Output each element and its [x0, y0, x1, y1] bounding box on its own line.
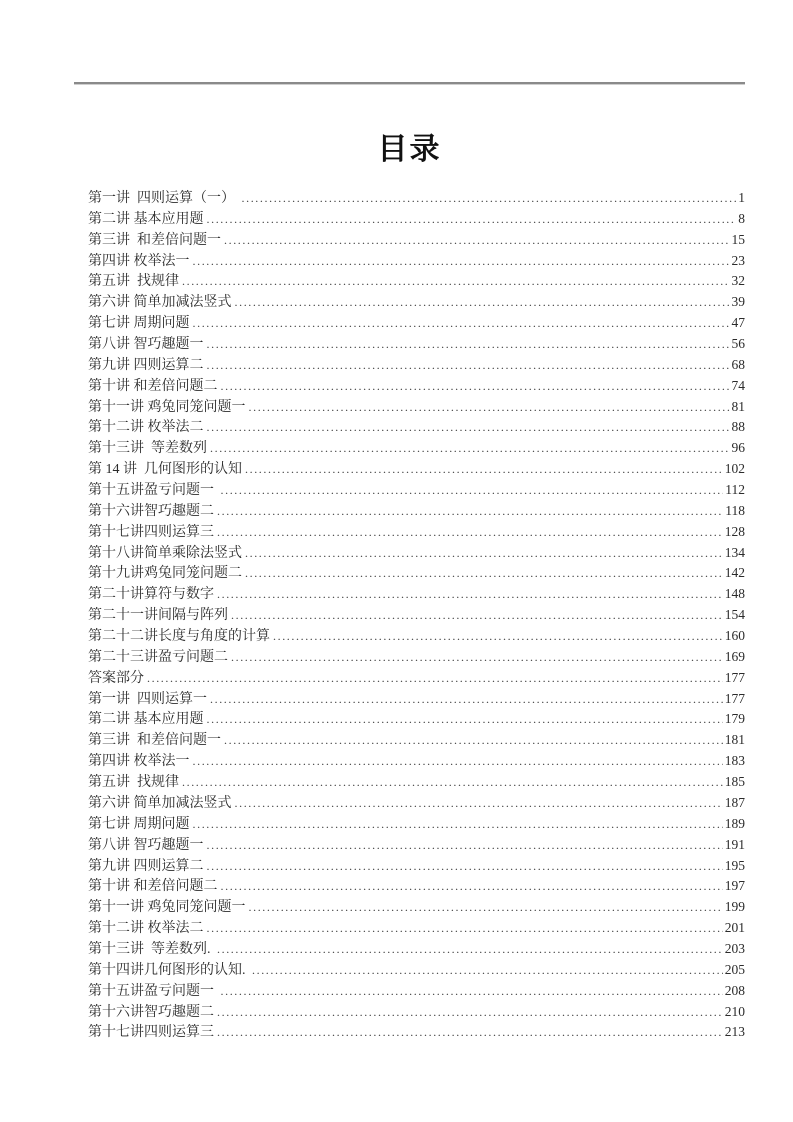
- toc-row: [88, 814, 745, 835]
- toc-leader-dots: [207, 709, 723, 730]
- toc-leader-dots: [249, 897, 723, 918]
- toc-entry-title: 第六讲 简单加减法竖式: [88, 795, 232, 811]
- toc-page-number: 154: [724, 607, 745, 623]
- toc-entry-title: 第十九讲鸡兔同笼问题二: [88, 566, 242, 582]
- toc-page-number: 32: [731, 273, 745, 289]
- toc-page-number: 177: [724, 690, 745, 706]
- toc-leader-dots: [207, 355, 730, 376]
- toc-leader-dots: [210, 438, 730, 459]
- toc-entry-title: 第六讲 简单加减法竖式: [88, 295, 232, 311]
- toc-page-number: 88: [731, 419, 745, 435]
- toc-leader-dots: [217, 501, 723, 522]
- toc-leader-dots: [221, 876, 723, 897]
- toc-page-number: 47: [731, 315, 745, 331]
- toc-entry-title: 第七讲 周期问题: [88, 816, 190, 832]
- toc-page-number: 68: [731, 356, 745, 372]
- toc-leader-dots: [217, 1002, 723, 1023]
- toc-page-number: 189: [724, 815, 745, 831]
- toc-entry-title: 第二十一讲间隔与阵列: [88, 608, 228, 624]
- toc-row: [88, 1002, 745, 1023]
- toc-page-number: 191: [724, 836, 745, 852]
- toc-row: [88, 563, 745, 584]
- toc-row: [88, 543, 745, 564]
- toc-entry-title: 答案部分: [88, 670, 144, 686]
- toc-entry-title: 第十二讲 枚举法二: [88, 921, 204, 937]
- page-title: 目录: [377, 133, 442, 166]
- toc-entry-title: 第十四讲几何图形的认知.: [88, 962, 249, 978]
- toc-row: [88, 271, 745, 292]
- toc-leader-dots: [221, 480, 724, 501]
- toc-page-number: 201: [724, 920, 745, 936]
- toc-leader-dots: [207, 209, 737, 230]
- toc-page-number: 187: [724, 794, 745, 810]
- toc-entry-title: 第三讲 和差倍问题一: [88, 232, 221, 248]
- toc-entry-title: 第二讲 基本应用题: [88, 712, 204, 728]
- toc-row: [88, 1022, 745, 1043]
- toc-entry-title: 第八讲 智巧趣题一: [88, 337, 204, 353]
- toc-row: [88, 188, 745, 209]
- toc-row: [88, 397, 745, 418]
- toc-page-number: 179: [724, 711, 745, 727]
- toc-row: [88, 981, 745, 1002]
- toc-row: [88, 689, 745, 710]
- toc-page-number: 213: [724, 1024, 745, 1040]
- toc-page-number: 185: [724, 774, 745, 790]
- toc-page-number: 102: [724, 461, 745, 477]
- toc-entry-title: 第五讲 找规律: [88, 775, 179, 791]
- toc-row: [88, 918, 745, 939]
- toc-leader-dots: [182, 271, 730, 292]
- toc-page-number: 160: [724, 628, 745, 644]
- toc-entry-title: 第十一讲 鸡兔同笼问题一: [88, 900, 246, 916]
- toc-leader-dots: [193, 251, 730, 272]
- toc-page-number: 203: [724, 940, 745, 956]
- toc-entry-title: 第十六讲智巧趣题二: [88, 503, 214, 519]
- toc-entry-title: 第九讲 四则运算二: [88, 858, 204, 874]
- toc-row: [88, 417, 745, 438]
- toc-row: [88, 876, 745, 897]
- toc-leader-dots: [235, 292, 730, 313]
- toc-entry-title: 第一讲 四则运算一: [88, 691, 207, 707]
- toc-row: [88, 605, 745, 626]
- toc-row: [88, 897, 745, 918]
- toc-entry-title: 第四讲 枚举法一: [88, 253, 190, 269]
- toc-entry-title: 第十六讲智巧趣题二: [88, 1004, 214, 1020]
- toc-page-number: 56: [731, 336, 745, 352]
- toc-page-number: 81: [731, 398, 745, 414]
- toc-row: [88, 709, 745, 730]
- toc-page-number: 148: [724, 586, 745, 602]
- toc-leader-dots: [193, 814, 723, 835]
- toc-leader-dots: [217, 1022, 723, 1043]
- header-rule: [74, 82, 745, 85]
- toc-page-number: 15: [731, 231, 745, 247]
- toc-leader-dots: [207, 835, 723, 856]
- toc-page-number: 177: [724, 669, 745, 685]
- toc-leader-dots: [245, 563, 723, 584]
- toc-leader-dots: [182, 772, 723, 793]
- toc-entry-title: 第十七讲四则运算三: [88, 1025, 214, 1041]
- toc-leader-dots: [231, 647, 723, 668]
- toc-page-number: 142: [724, 565, 745, 581]
- toc-leader-dots: [224, 730, 723, 751]
- toc-list: [88, 188, 745, 1043]
- toc-row: [88, 772, 745, 793]
- toc-page-number: 169: [724, 648, 745, 664]
- toc-leader-dots: [273, 626, 723, 647]
- toc-entry-title: 第三讲 和差倍问题一: [88, 733, 221, 749]
- toc-entry-title: 第十八讲简单乘除法竖式: [88, 545, 242, 561]
- toc-leader-dots: [217, 522, 723, 543]
- toc-row: [88, 480, 745, 501]
- toc-leader-dots: [231, 605, 723, 626]
- toc-page-number: 208: [724, 982, 745, 998]
- toc-row: [88, 501, 745, 522]
- toc-page-number: 197: [724, 878, 745, 894]
- toc-row: [88, 251, 745, 272]
- toc-leader-dots: [252, 960, 723, 981]
- toc-entry-title: 第一讲 四则运算（一）: [88, 191, 239, 206]
- toc-page-number: 128: [724, 523, 745, 539]
- toc-entry-title: 第十五讲盈亏问题一: [88, 983, 218, 999]
- toc-leader-dots: [217, 584, 723, 605]
- toc-entry-title: 第四讲 枚举法一: [88, 754, 190, 770]
- toc-entry-title: 第十二讲 枚举法二: [88, 420, 204, 436]
- toc-row: [88, 459, 745, 480]
- toc-entry-title: 第二十讲算符与数字: [88, 587, 214, 603]
- toc-leader-dots: [242, 188, 737, 209]
- toc-row: [88, 438, 745, 459]
- toc-row: [88, 355, 745, 376]
- toc-page-number: 134: [724, 544, 745, 560]
- toc-leader-dots: [217, 939, 723, 960]
- toc-entry-title: 第十讲 和差倍问题二: [88, 378, 218, 394]
- toc-page-number: 96: [731, 440, 745, 456]
- toc-entry-title: 第 14 讲 几何图形的认知: [88, 462, 242, 478]
- toc-row: [88, 313, 745, 334]
- toc-entry-title: 第二讲 基本应用题: [88, 211, 204, 227]
- toc-row: [88, 835, 745, 856]
- toc-row: [88, 522, 745, 543]
- toc-entry-title: 第十三讲 等差数列: [88, 441, 207, 457]
- toc-leader-dots: [221, 376, 730, 397]
- toc-row: [88, 751, 745, 772]
- toc-entry-title: 第十一讲 鸡兔同笼问题一: [88, 399, 246, 415]
- toc-row: [88, 939, 745, 960]
- toc-page-number: 205: [724, 961, 745, 977]
- toc-leader-dots: [207, 417, 730, 438]
- toc-row: [88, 626, 745, 647]
- toc-leader-dots: [207, 334, 730, 355]
- toc-entry-title: 第二十二讲长度与角度的计算: [88, 629, 270, 645]
- toc-page-number: 183: [724, 753, 745, 769]
- toc-row: [88, 668, 745, 689]
- toc-row: [88, 960, 745, 981]
- toc-row: [88, 730, 745, 751]
- toc-page-number: 8: [738, 210, 745, 226]
- toc-leader-dots: [207, 856, 723, 877]
- toc-leader-dots: [245, 543, 723, 564]
- toc-row: [88, 334, 745, 355]
- toc-entry-title: 第九讲 四则运算二: [88, 357, 204, 373]
- toc-leader-dots: [235, 793, 723, 814]
- toc-leader-dots: [249, 397, 730, 418]
- toc-page-number: 181: [724, 732, 745, 748]
- toc-row: [88, 584, 745, 605]
- toc-leader-dots: [147, 668, 723, 689]
- toc-leader-dots: [193, 751, 723, 772]
- toc-page-number: 118: [725, 502, 745, 518]
- toc-row: [88, 209, 745, 230]
- toc-page-number: 1: [738, 190, 745, 205]
- toc-leader-dots: [207, 918, 723, 939]
- toc-leader-dots: [224, 230, 730, 251]
- toc-entry-title: 第十三讲 等差数列.: [88, 941, 214, 957]
- toc-page-number: 199: [724, 899, 745, 915]
- toc-row: [88, 793, 745, 814]
- toc-leader-dots: [210, 689, 723, 710]
- toc-row: [88, 647, 745, 668]
- toc-entry-title: 第十七讲四则运算三: [88, 524, 214, 540]
- toc-entry-title: 第十五讲盈亏问题一: [88, 483, 218, 499]
- toc-entry-title: 第十讲 和差倍问题二: [88, 879, 218, 895]
- toc-page-number: 195: [724, 857, 745, 873]
- toc-page-number: 112: [725, 482, 745, 498]
- toc-page-number: 74: [731, 377, 745, 393]
- toc-entry-title: 第七讲 周期问题: [88, 316, 190, 332]
- toc-entry-title: 第五讲 找规律: [88, 274, 179, 290]
- toc-page-number: 39: [731, 294, 745, 310]
- toc-leader-dots: [245, 459, 723, 480]
- toc-row: [88, 292, 745, 313]
- toc-row: [88, 376, 745, 397]
- toc-page-number: 23: [731, 252, 745, 268]
- toc-leader-dots: [193, 313, 730, 334]
- toc-page-number: 210: [724, 1003, 745, 1019]
- toc-row: [88, 230, 745, 251]
- toc-row: [88, 856, 745, 877]
- toc-entry-title: 第二十三讲盈亏问题二: [88, 649, 228, 665]
- toc-entry-title: 第八讲 智巧趣题一: [88, 837, 204, 853]
- toc-leader-dots: [221, 981, 723, 1002]
